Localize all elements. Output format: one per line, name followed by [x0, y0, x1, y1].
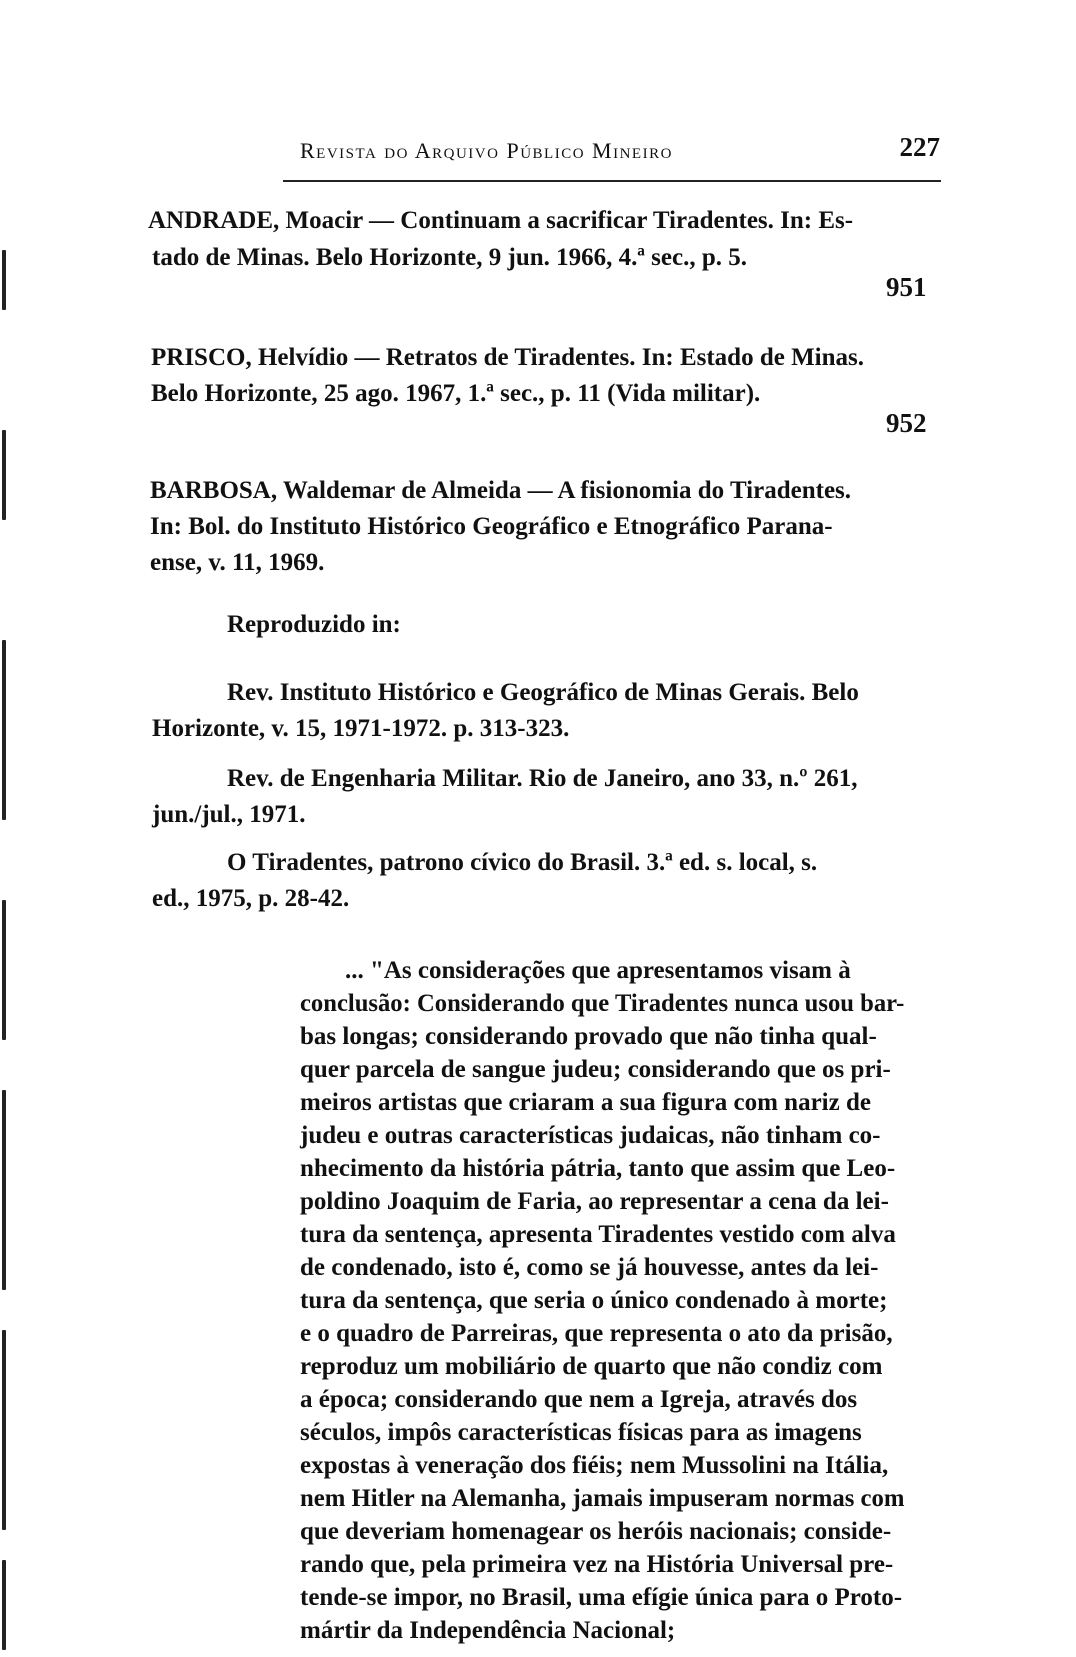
scan-mark	[2, 430, 6, 520]
reproduced-line: jun./jul., 1971.	[152, 801, 306, 828]
entry-line: In: Bol. do Instituto Histórico Geográfico e Etnográfico Parana-	[150, 513, 833, 540]
entry-line: tado de Minas. Belo Horizonte, 9 jun. 1966, 4.ª sec., p. 5.	[152, 244, 747, 271]
entry-number: 952	[886, 408, 927, 438]
scan-mark	[2, 1090, 6, 1290]
quote-line: séculos, impôs características físicas para as imagens	[300, 1419, 862, 1446]
entry-line: ANDRADE, Moacir — Continuam a sacrificar Tiradentes. In: Es-	[148, 207, 854, 234]
reproduced-line: Horizonte, v. 15, 1971-1972. p. 313-323.	[152, 715, 570, 742]
quote-line: ... "As considerações que apresentamos visam à	[345, 957, 851, 984]
reproduced-line: O Tiradentes, patrono cívico do Brasil. 3.ª ed. s. local, s.	[227, 849, 818, 876]
entry-line: PRISCO, Helvídio — Retratos de Tiradentes. In: Estado de Minas.	[151, 344, 865, 371]
scan-mark	[2, 250, 6, 310]
scan-mark	[2, 640, 6, 820]
quote-line: reproduz um mobiliário de quarto que não condiz com	[300, 1353, 883, 1380]
quote-line: expostas à veneração dos fiéis; nem Mussolini na Itália,	[300, 1452, 889, 1479]
quote-line: nhecimento da história pátria, tanto que assim que Leo-	[300, 1155, 896, 1182]
reproduced-line: Rev. de Engenharia Militar. Rio de Janeiro, ano 33, n.º 261,	[227, 765, 858, 792]
quote-line: rando que, pela primeira vez na História Universal pre-	[300, 1551, 894, 1578]
entry-number: 951	[886, 272, 927, 302]
entry-line: ense, v. 11, 1969.	[150, 549, 325, 576]
quote-line: nem Hitler na Alemanha, jamais impuseram normas com	[300, 1485, 905, 1512]
quote-line: bas longas; considerando provado que não tinha qual-	[300, 1023, 877, 1050]
scan-mark	[2, 900, 6, 1040]
journal-title: Revista do Arquivo Público Mineiro	[300, 138, 673, 163]
header-rule	[283, 180, 941, 182]
reproduced-heading: Reproduzido in:	[227, 611, 401, 638]
quote-line: tende-se impor, no Brasil, uma efígie única para o Proto-	[300, 1584, 903, 1611]
page-number: 227	[899, 132, 940, 162]
reproduced-line: ed., 1975, p. 28-42.	[152, 885, 350, 912]
quote-line: a época; considerando que nem a Igreja, através dos	[300, 1386, 858, 1413]
quote-line: conclusão: Considerando que Tiradentes nunca usou bar-	[300, 990, 905, 1017]
quote-line: judeu e outras características judaicas, não tinham co-	[300, 1122, 881, 1149]
quote-line: quer parcela de sangue judeu; considerando que os pri-	[300, 1056, 891, 1083]
quote-line: tura da sentença, apresenta Tiradentes vestido com alva	[300, 1221, 896, 1248]
running-header	[300, 134, 940, 174]
quote-line: tura da sentença, que seria o único condenado à morte;	[300, 1287, 888, 1314]
quote-line: e o quadro de Parreiras, que representa o ato da prisão,	[300, 1320, 893, 1347]
entry-line: Belo Horizonte, 25 ago. 1967, 1.ª sec., p. 11 (Vida militar).	[151, 380, 761, 407]
reproduced-line: Rev. Instituto Histórico e Geográfico de Minas Gerais. Belo	[227, 679, 859, 706]
quote-line: mártir da Independência Nacional;	[300, 1617, 676, 1644]
scan-mark	[2, 1560, 6, 1650]
quote-line: que deveriam homenagear os heróis nacionais; conside-	[300, 1518, 892, 1545]
quote-line: meiros artistas que criaram a sua figura com nariz de	[300, 1089, 871, 1116]
quote-line: poldino Joaquim de Faria, ao representar a cena da lei-	[300, 1188, 889, 1215]
scan-edge	[0, 0, 14, 1657]
quote-line: de condenado, isto é, como se já houvesse, antes da lei-	[300, 1254, 879, 1281]
scan-mark	[2, 1330, 6, 1530]
entry-line: BARBOSA, Waldemar de Almeida — A fisionomia do Tiradentes.	[150, 477, 852, 504]
